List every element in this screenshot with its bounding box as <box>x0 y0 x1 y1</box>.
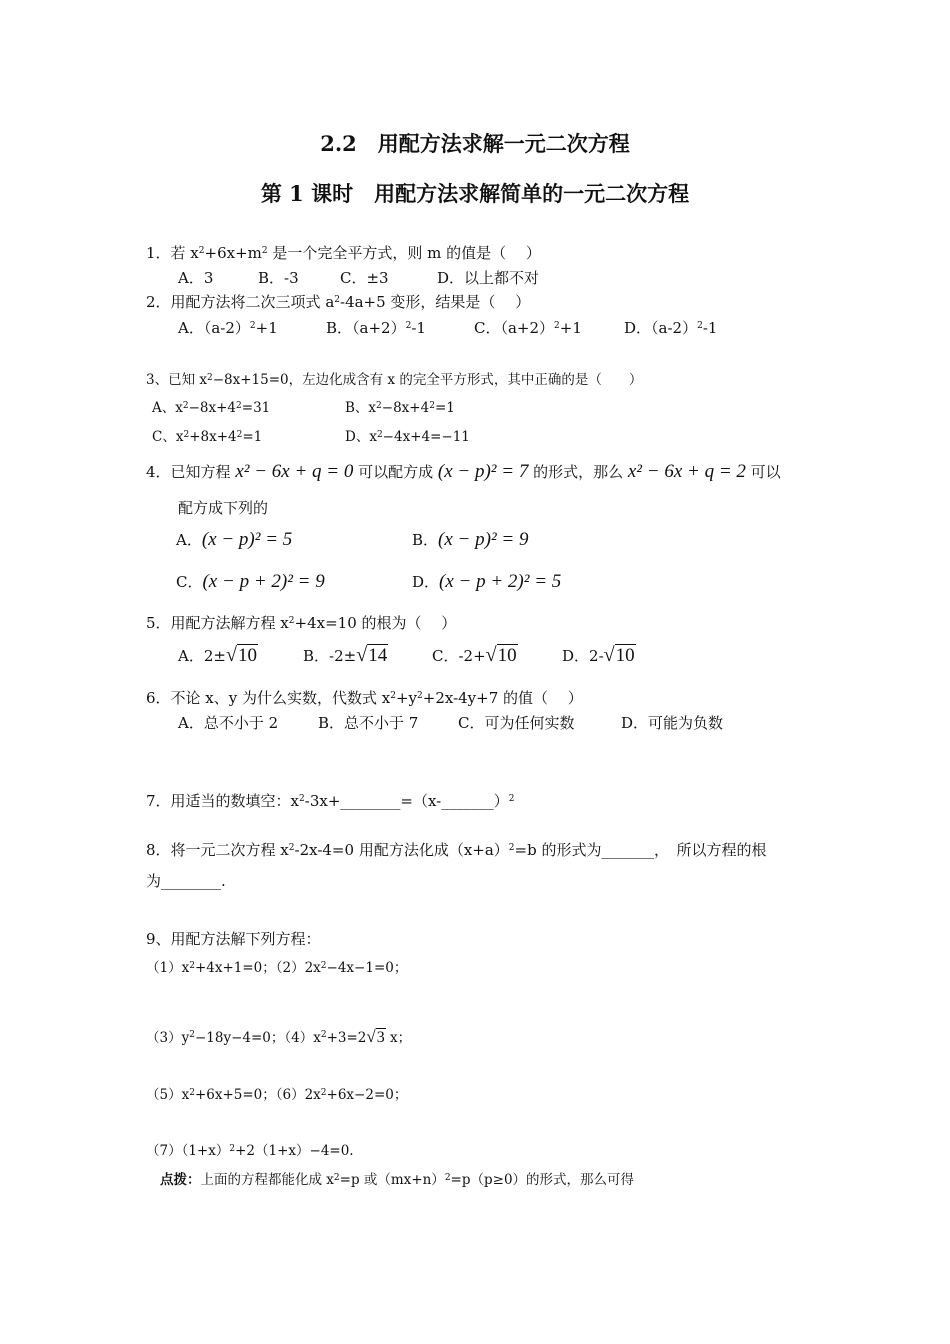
q4-option-b: B．(x − p)² = 9 <box>412 529 529 550</box>
q4-equation-1: x² − 6x + q = 0 <box>235 461 354 482</box>
q5-option-c: C．-2+√10 <box>432 644 517 666</box>
question-4: 4．已知方程 x² − 6x + q = 0 可以配方成 (x − p)² = 7 的形式，那么 x² − 6x + q = 2 可以 <box>146 461 781 482</box>
q8-line-2: 为________. <box>146 872 226 890</box>
hint-label: 点拨： <box>160 1172 201 1188</box>
q9-part-1-2: $(1)x^2+4x+1=0$；$(2)2x^2-4x-1=0$； <box>146 960 408 976</box>
q5-option-b: B．-2±√14 <box>303 644 388 666</box>
question-6: 6．不论 x、y 为什么实数，代数式 $x^2+y^2+2x-4y+7$ 的值（ ） <box>146 689 583 707</box>
question-8: 8．将一元二次方程 $x^2-2x-4=0$ 用配方法化成$(x+a)^2=b$ 的形式为_______， 所以方程的根 <box>146 841 767 859</box>
q5-option-d: D．2-√10 <box>562 644 635 666</box>
sqrt-10: √10 <box>485 644 517 666</box>
q4-equation-3: x² − 6x + q = 2 <box>627 461 746 482</box>
question-9: 9、用配方法解下列方程： <box>146 930 321 948</box>
q1-option-a: A．3 <box>178 269 214 287</box>
q6-option-a: A．总不小于 2 <box>178 714 279 732</box>
question-3: 3、已知 $x^2-8x+15=0$，左边化成含有 x 的完全平方形式，其中正确的是（ ） <box>146 372 643 388</box>
q4-equation-2: (x − p)² = 7 <box>437 461 529 482</box>
q9-part-5-6: $(5)x^2+6x+5=0$；$(6)2x^2+6x-2=0$； <box>146 1087 408 1103</box>
question-5: 5．用配方法解方程 $x^2+4x=10$ 的根为（ ） <box>146 614 457 632</box>
sqrt-10: √10 <box>603 644 635 666</box>
q6-option-c: C．可为任何实数 <box>458 714 575 732</box>
question-1: 1．若 $x^2+6x+m^2$ 是一个完全平方式，则 m 的值是（ ） <box>146 244 541 262</box>
q1-option-b: B．-3 <box>258 269 299 287</box>
sqrt-3: √3 <box>366 1027 385 1046</box>
q3-option-d: D、$x^2-4x+4=-11$ <box>345 429 470 445</box>
question-7: 7．用适当的数填空：$x^2-3x+\_\_\_\_\_\_\_\_=(x-\_\_\_\_\_\_\_)^2$ <box>146 792 515 810</box>
page-subtitle: 第 1 课时 用配方法求解简单的一元二次方程 <box>260 181 690 206</box>
q9-part-3-4: $(3)y^2-18y-4=0$；$(4)x^2+3=2√3$ x； <box>146 1027 412 1046</box>
q2-option-b: B．$(a+2)^2-1$ <box>326 319 426 337</box>
q4-option-a: A．(x − p)² = 5 <box>176 529 293 550</box>
sqrt-14: √14 <box>356 644 388 666</box>
q2-option-a: A．$(a-2)^2+1$ <box>178 319 278 337</box>
q4-option-c: C．(x − p + 2)² = 9 <box>176 571 325 592</box>
page-title: 2.2 用配方法求解一元二次方程 <box>320 131 630 156</box>
q5-option-a: A．2±√10 <box>178 644 257 666</box>
hint: 点拨：上面的方程都能化成 $x^2=p$ 或$(mx+n)^2=p(p\ge 0)$的形式，那么可得 <box>160 1172 635 1188</box>
q3-option-a: A、$x^2-8x+4^2=31$ <box>152 400 271 416</box>
q3-option-b: B、$x^2-8x+4^2=1$ <box>345 400 455 416</box>
q2-option-d: D．$(a-2)^2-1$ <box>624 319 718 337</box>
q4-line-2: 配方成下列的 <box>178 499 269 517</box>
sqrt-10: √10 <box>225 644 257 666</box>
q4-option-d: D．(x − p + 2)² = 5 <box>412 571 562 592</box>
q9-part-7: $(7)(1+x)^2+2(1+x)-4=0$. <box>146 1143 354 1159</box>
q2-option-c: C．$(a+2)^2+1$ <box>474 319 582 337</box>
q3-option-c: C、$x^2+8x+4^2=1$ <box>152 429 263 445</box>
q6-option-d: D．可能为负数 <box>621 714 724 732</box>
q6-option-b: B．总不小于 7 <box>318 714 419 732</box>
q1-option-d: D．以上都不对 <box>437 269 540 287</box>
q1-option-c: C．±3 <box>340 269 389 287</box>
question-2: 2．用配方法将二次三项式 $a^2-4a+5$ 变形，结果是（ ） <box>146 293 531 311</box>
